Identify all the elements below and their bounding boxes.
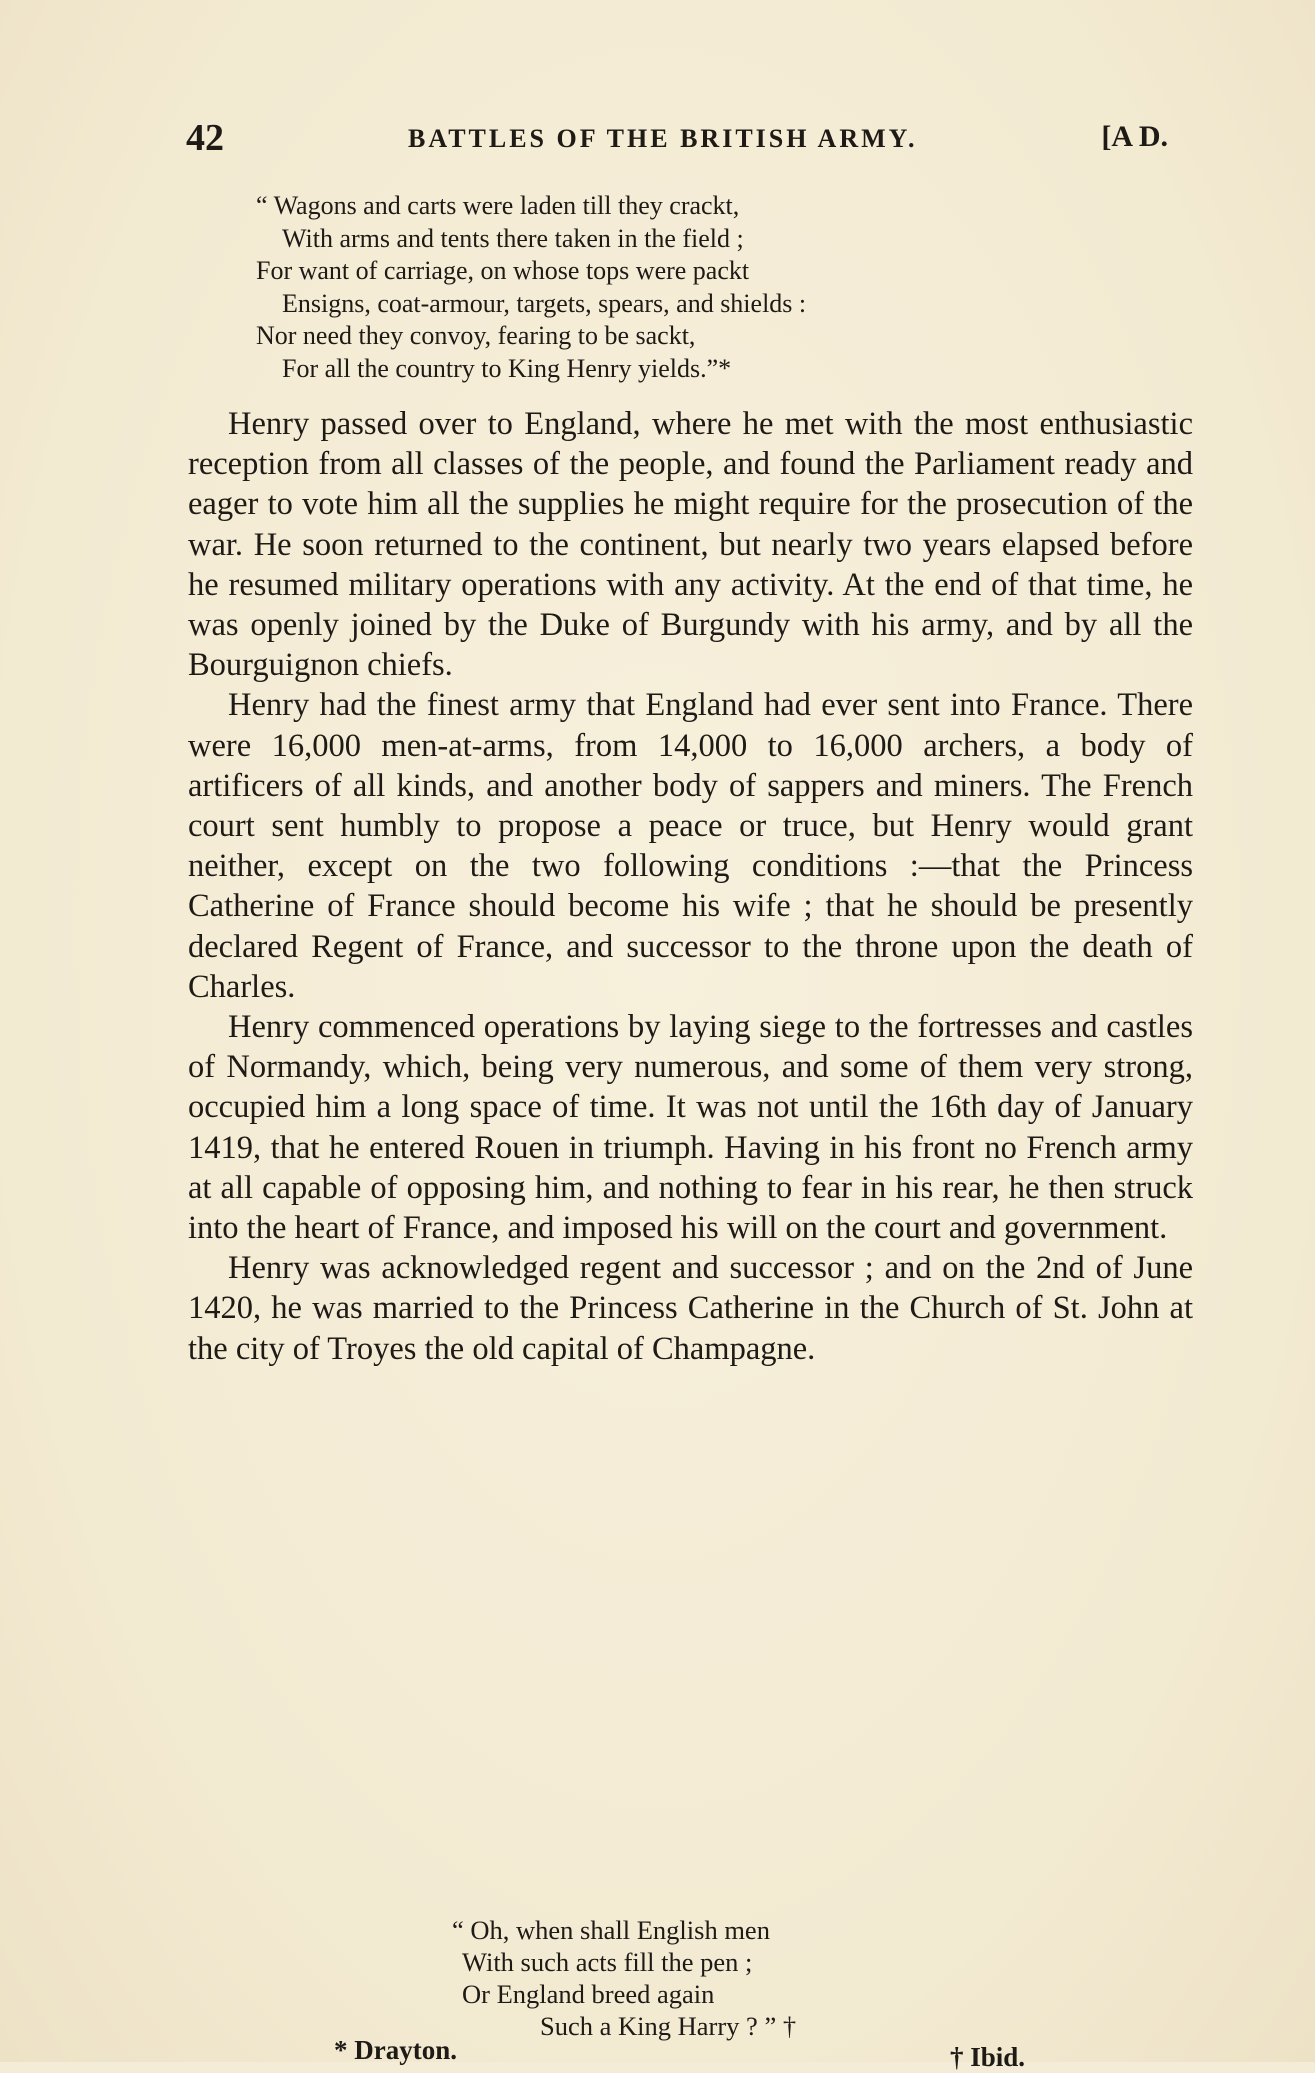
verse-line: For all the country to King Henry yields.”*: [282, 353, 732, 383]
verse-line: For want of carriage, on whose tops were packt: [256, 256, 750, 285]
footnote-drayton: * Drayton.: [334, 2035, 457, 2065]
running-title: BATTLES OF THE BRITISH ARMY.: [408, 124, 918, 153]
paragraph: Henry had the finest army that England had ever sent into France. There were 16,000 men-at-arms, from 14,000 to 16,000 archers, a body of artificers of all kinds, and another body of sappers and miners. The French court sent humbly to propose a peace or truce, but Henry would grant neither, except on the two following conditions :—that the Princess Catherine of France should become his wife ; that he should be presently declared Regent of France, and successor to the throne upon the death of Charles.: [188, 687, 1193, 1005]
verse-quotation-bottom: [452, 1914, 796, 2042]
page-header: [186, 116, 1168, 160]
footnote-ibid: † Ibid.: [950, 2042, 1026, 2072]
verse-line: “ Oh, when shall English men: [452, 1915, 770, 1945]
verse-line: Or England breed again: [462, 1979, 715, 2009]
paragraph: Henry commenced operations by laying siege to the fortresses and castles of Normandy, which, being very numerous, and some of them very strong, occupied him a long space of time. It was not until the 16th day of January 1419, that he entered Rouen in triumph. Having in his front no French army at all capable of opposing him, and nothing to fear in his rear, he then struck into the heart of France, and imposed his will on the court and government.: [188, 1009, 1193, 1247]
verse-line: “ Wagons and carts were laden till they crackt,: [256, 191, 740, 220]
verse-quotation-top: [256, 190, 806, 385]
paragraph: Henry passed over to England, where he met with the most enthusiastic reception from all classes of the people, and found the Parliament ready and eager to vote him all the supplies he might require for the prosecution of the war. He soon returned to the continent, but nearly two years elapsed before he resumed military operations with any activity. At the end of that time, he was openly joined by the Duke of Burgundy with his army, and by all the Bourguignon chiefs.: [188, 406, 1193, 684]
verse-line: With such acts fill the pen ;: [462, 1947, 753, 1977]
page-number: 42: [186, 117, 224, 159]
paragraph: Henry was acknowledged regent and successor ; and on the 2nd of June 1420, he was married to the Princess Catherine in the Church of St. John at the city of Troyes the old capital of Champagne.: [188, 1250, 1193, 1367]
verse-line: With arms and tents there taken in the field ;: [282, 223, 744, 253]
verse-line: Nor need they convoy, fearing to be sackt,: [256, 321, 696, 350]
body-text: [188, 404, 1193, 1369]
verse-line: Ensigns, coat-armour, targets, spears, and shields :: [282, 288, 807, 318]
verse-line: Such a King Harry ? ” †: [540, 2011, 797, 2041]
header-date-marker: [A D.: [1101, 120, 1168, 153]
